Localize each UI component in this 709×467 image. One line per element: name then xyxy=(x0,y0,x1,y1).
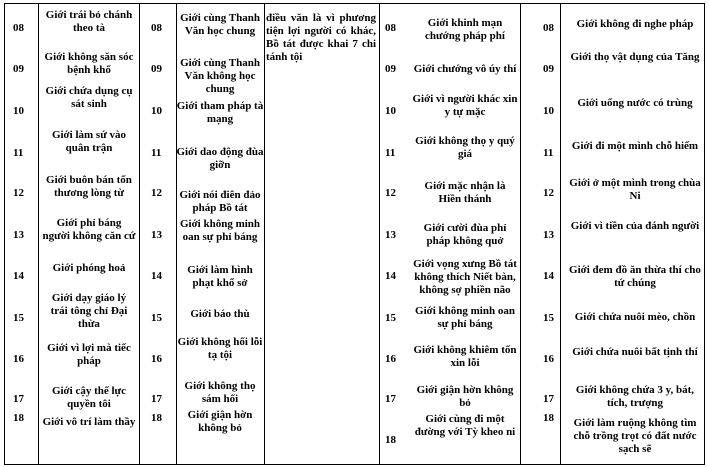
col5-row-number: 16 xyxy=(543,353,554,365)
col1-row-number: 11 xyxy=(13,147,24,159)
col4-precept-text: Giới mặc nhận là Hiền thánh xyxy=(424,180,506,205)
col4-row-number: 09 xyxy=(385,63,396,75)
col5-row-number: 13 xyxy=(543,229,554,241)
col1-precept-text: Giới phỉ báng người không căn cứ xyxy=(42,217,136,242)
col5-row-number: 17 xyxy=(543,393,554,405)
col5-precept-text: Giới ở một mình trong chùa Ni xyxy=(569,177,701,202)
grid-vline xyxy=(38,3,39,465)
col1-precept-text: Giới vì lợi mà tiếc pháp xyxy=(47,342,131,367)
col1-precept-text: Giới vô trí làm thầy xyxy=(42,416,136,428)
grid-vline xyxy=(264,3,265,465)
col2-row-number: 15 xyxy=(151,312,162,324)
grid-vline xyxy=(704,3,705,465)
col5-precept-text: Giới làm ruộng không tìm chỗ trồng trọt có đất nước sạch sẽ xyxy=(573,417,697,455)
col4-row-number: 14 xyxy=(385,270,396,282)
col5-precept-text: Giới thọ vật dụng của Tăng xyxy=(570,51,700,63)
col1-row-number: 10 xyxy=(13,105,24,117)
col2-precept-text: Giới làm hình phạt khổ sở xyxy=(187,264,253,289)
col4-precept-text: Giới không khiêm tốn xin lỗi xyxy=(413,344,517,369)
col5-precept-text: Giới đi một mình chỗ hiểm xyxy=(571,140,699,152)
col5-row-number: 10 xyxy=(543,105,554,117)
col1-row-number: 14 xyxy=(13,270,24,282)
grid-vline xyxy=(560,3,561,465)
col4-precept-text: Giới cười đùa phỉ pháp không quở xyxy=(423,222,507,247)
col5-precept-text: Giới không chứa 3 y, bát, tích, trượng xyxy=(575,384,695,409)
col4-row-number: 13 xyxy=(385,229,396,241)
col1-precept-text: Giới buôn bán tổn thương lòng từ xyxy=(46,174,132,199)
col1-row-number: 18 xyxy=(13,412,24,424)
col2-precept-text: Giới báo thù xyxy=(190,308,250,320)
col1-precept-text: Giới dạy giáo lý trái tông chỉ Đại thừa xyxy=(50,292,128,330)
col2-row-number: 17 xyxy=(151,393,162,405)
col2-row-number: 11 xyxy=(151,147,162,159)
col4-precept-text: Giới chướng vô úy thí xyxy=(413,63,517,75)
col1-row-number: 12 xyxy=(13,187,24,199)
col5-row-number: 14 xyxy=(543,270,554,282)
col1-row-number: 15 xyxy=(13,312,24,324)
col2-row-number: 10 xyxy=(151,105,162,117)
col2-row-number: 18 xyxy=(151,412,162,424)
col1-row-number: 16 xyxy=(13,353,24,365)
col3-paragraph: điều văn là vì phương tiện lợi người có khác, Bồ tát được khai 7 chi tánh tội xyxy=(266,12,376,63)
grid-vline xyxy=(379,3,380,465)
col1-row-number: 17 xyxy=(13,393,24,405)
col2-precept-text: Giới cùng Thanh Văn học chung xyxy=(180,12,260,37)
col4-row-number: 17 xyxy=(385,393,396,405)
col2-precept-text: Giới nói điên đảo pháp Bồ tát xyxy=(179,189,261,214)
col4-precept-text: Giới khinh mạn chướng pháp phí xyxy=(425,17,505,42)
col5-precept-text: Giới uống nước có trùng xyxy=(577,97,693,109)
col2-row-number: 13 xyxy=(151,229,162,241)
col2-row-number: 09 xyxy=(151,63,162,75)
col5-row-number: 08 xyxy=(543,22,554,34)
col2-precept-text: Giới cùng Thanh Văn không học chung xyxy=(180,57,260,95)
col4-row-number: 08 xyxy=(385,22,396,34)
col5-precept-text: Giới đem đồ ăn thừa thí cho tứ chúng xyxy=(569,264,701,289)
col1-precept-text: Giới trái bỏ chánh theo tà xyxy=(45,9,133,34)
grid-vline xyxy=(520,3,521,465)
col1-precept-text: Giới chứa dụng cụ sát sinh xyxy=(45,85,133,110)
col1-row-number: 08 xyxy=(13,22,24,34)
col1-precept-text: Giới phóng hoả xyxy=(52,262,126,274)
col4-row-number: 11 xyxy=(385,147,396,159)
col4-row-number: 12 xyxy=(385,187,396,199)
col1-precept-text: Giới cậy thế lực quyền tôi xyxy=(51,385,127,410)
col1-row-number: 09 xyxy=(13,63,24,75)
col5-row-number: 11 xyxy=(543,147,554,159)
col2-row-number: 14 xyxy=(151,270,162,282)
col2-precept-text: Giới không hối lỗi tạ tội xyxy=(177,336,263,361)
col2-row-number: 16 xyxy=(151,353,162,365)
col2-precept-text: Giới giận hờn không bỏ xyxy=(187,409,253,434)
col4-row-number: 16 xyxy=(385,353,396,365)
grid-vline xyxy=(139,3,140,465)
col4-precept-text: Giới vọng xưng Bồ tát không thích Niết bàn, không sợ phiền não xyxy=(413,258,517,296)
col5-row-number: 12 xyxy=(543,187,554,199)
col4-precept-text: Giới không minh oan sự phỉ báng xyxy=(415,305,515,330)
col5-row-number: 09 xyxy=(543,63,554,75)
col2-precept-text: Giới tham pháp tà mạng xyxy=(176,100,264,125)
col4-precept-text: Giới vì người khác xin y tự mặc xyxy=(412,93,518,118)
col4-row-number: 15 xyxy=(385,312,396,324)
col1-precept-text: Giới không săn sóc bệnh khổ xyxy=(44,51,134,76)
col2-row-number: 08 xyxy=(151,22,162,34)
col5-precept-text: Giới chứa nuôi mèo, chồn xyxy=(574,311,696,323)
col1-row-number: 13 xyxy=(13,229,24,241)
grid-hline xyxy=(4,3,705,4)
col5-row-number: 18 xyxy=(543,412,554,424)
col4-precept-text: Giới giận hờn không bỏ xyxy=(416,384,514,409)
col5-precept-text: Giới không đi nghe pháp xyxy=(576,18,694,30)
grid-vline xyxy=(4,3,5,465)
col4-row-number: 18 xyxy=(385,434,396,446)
col5-precept-text: Giới vì tiền của đánh người xyxy=(570,220,700,232)
grid-hline xyxy=(4,464,705,465)
col2-precept-text: Giới dao động đùa giỡn xyxy=(176,146,264,171)
col2-row-number: 12 xyxy=(151,187,162,199)
col5-row-number: 15 xyxy=(543,312,554,324)
col4-row-number: 10 xyxy=(385,105,396,117)
col4-precept-text: Giới cùng đi một đường với Tỳ kheo ni xyxy=(414,413,516,438)
col1-precept-text: Giới làm sứ vào quân trận xyxy=(51,129,127,154)
col4-precept-text: Giới không thọ y quý giá xyxy=(415,135,515,160)
col2-precept-text: Giới không minh oan sự phỉ báng xyxy=(179,218,261,243)
col5-precept-text: Giới chứa nuôi bất tịnh thí xyxy=(572,346,698,358)
col2-precept-text: Giới không thọ sám hối xyxy=(184,380,256,405)
